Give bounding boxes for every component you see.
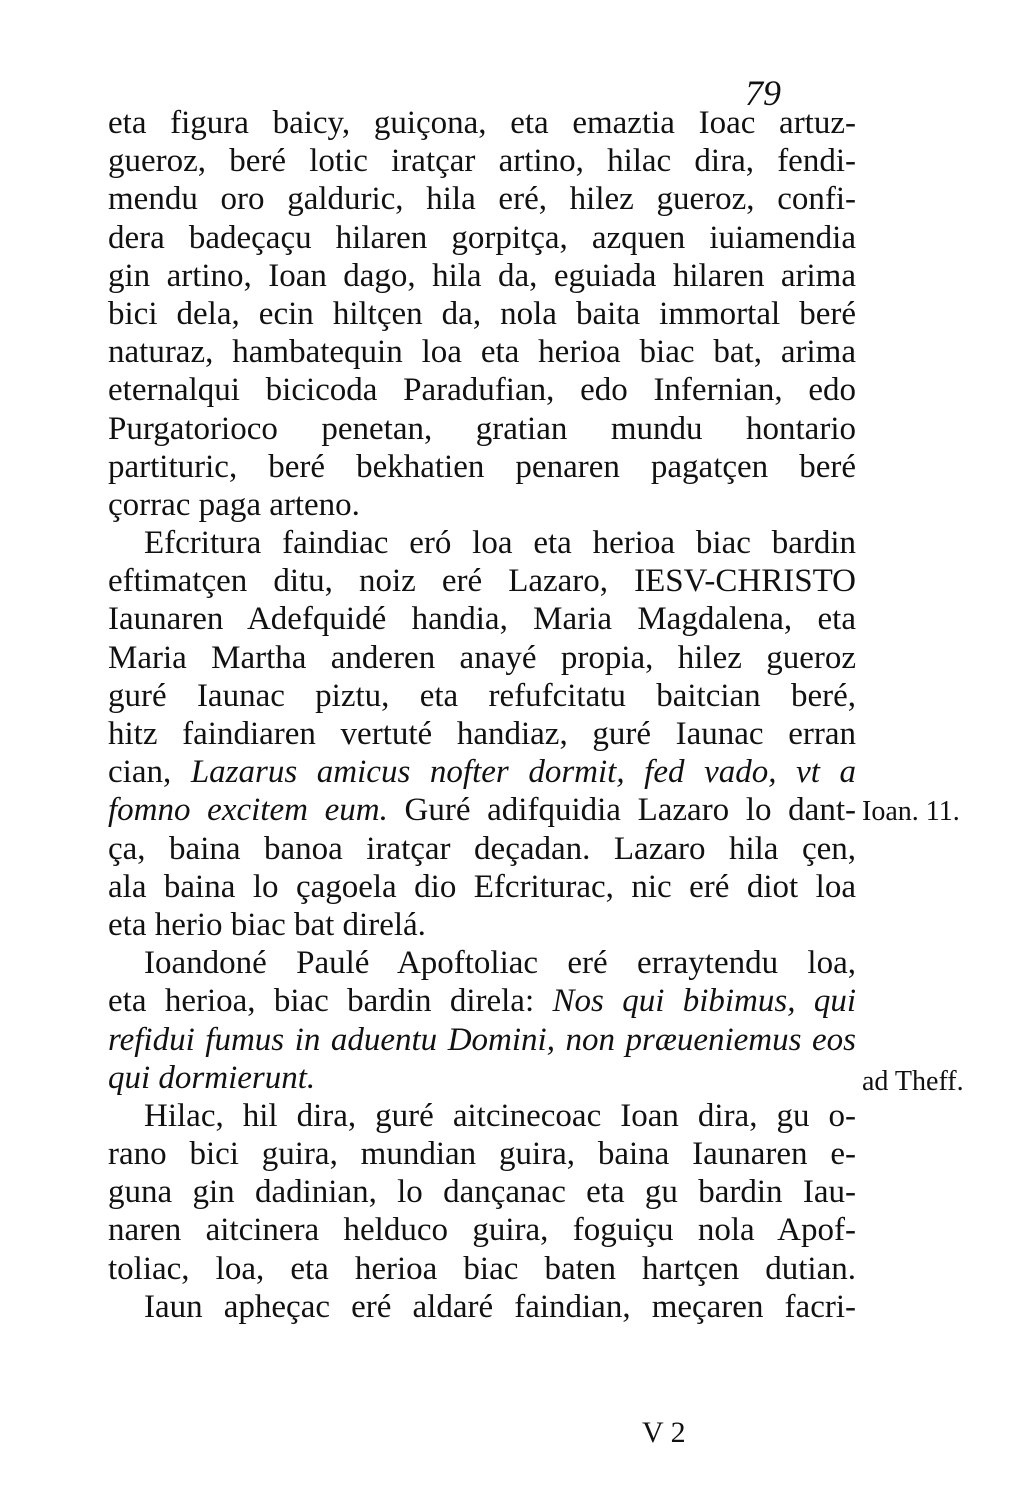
text-line: bici dela, ecin hiltçen da, nola baita immortal beré bbox=[108, 295, 856, 332]
text-line: toliac, loa, eta herioa biac baten hartçen dutian. bbox=[108, 1250, 856, 1287]
margin-note-ioan: Ioan. 11. bbox=[862, 796, 960, 827]
body-text bbox=[108, 104, 856, 1326]
text-line: refidui fumus in aduentu Domini, non præueniemus eos bbox=[108, 1021, 856, 1058]
text-line: mendu oro galduric, hila eré, hilez gueroz, confi- bbox=[108, 181, 856, 218]
text-line: ça, baina banoa iratçar deçadan. Lazaro hila çen, bbox=[108, 830, 856, 867]
text-line: eftimatçen ditu, noiz eré Lazaro, IESV-CHRISTO bbox=[108, 563, 856, 600]
text-segment: eta herioa, biac bardin direla: bbox=[108, 983, 535, 1020]
text-line: partituric, beré bekhatien penaren pagatçen beré bbox=[108, 448, 856, 485]
text-line: eta herio biac bat direlá. bbox=[108, 906, 426, 943]
text-line: hitz faindiaren vertuté handiaz, guré Iaunac erran bbox=[108, 716, 856, 752]
latin-quote: Lazarus amicus nofter dormit, fed vado, vt a bbox=[190, 754, 857, 791]
text-line: Hilac, hil dira, guré aitcinecoac Ioan dira, gu o- bbox=[144, 1097, 856, 1134]
text-line: dera badeçaçu hilaren gorpitça, azquen iuiamendia bbox=[108, 219, 856, 256]
text-segment: Guré adifquidia Lazaro lo dant- bbox=[404, 792, 856, 829]
text-line bbox=[108, 982, 856, 1020]
text-segment: cian, bbox=[108, 754, 172, 791]
text-line: Purgatorioco penetan, gratian mundu hontario bbox=[108, 410, 856, 447]
signature-mark: V 2 bbox=[642, 1416, 686, 1449]
latin-quote: fomno excitem eum. bbox=[108, 792, 388, 829]
text-line: naren aitcinera helduco guira, foguiçu nola Apof- bbox=[108, 1212, 856, 1249]
text-line: Iaun apheçac eré aldaré faindian, meçaren facri- bbox=[144, 1288, 856, 1325]
text-line: gin artino, Ioan dago, hila da, eguiada hilaren arima bbox=[108, 257, 856, 294]
text-line: guna gin dadinian, lo dançanac eta gu bardin Iau- bbox=[108, 1174, 856, 1211]
latin-quote: Nos qui bibimus, qui bbox=[552, 983, 857, 1020]
page-number: 79 bbox=[745, 73, 781, 113]
text-line: ala baina lo çagoela dio Efcriturac, nic eré diot loa bbox=[108, 868, 856, 905]
text-line: Maria Martha anderen anayé propia, hilez gueroz bbox=[108, 639, 856, 676]
text-line: çorrac paga arteno. bbox=[108, 486, 360, 523]
text-line: qui dormierunt. bbox=[108, 1059, 316, 1096]
text-line: eternalqui bicicoda Paradufian, edo Infernian, edo bbox=[108, 372, 856, 409]
text-line: guré Iaunac piztu, eta refufcitatu baitcian beré, bbox=[108, 677, 856, 714]
text-line: Iaunaren Adefquidé handia, Maria Magdalena, eta bbox=[108, 601, 856, 638]
text-line: rano bici guira, mundian guira, baina Iaunaren e- bbox=[108, 1136, 856, 1173]
text-line: Efcritura faindiac eró loa eta herioa biac bardin bbox=[144, 525, 856, 562]
text-line: eta figura baicy, guiçona, eta emaztia Ioac artuz- bbox=[108, 105, 856, 141]
text-line bbox=[108, 791, 856, 829]
text-line bbox=[108, 753, 856, 791]
margin-note-thess: ad Theff. bbox=[862, 1066, 964, 1097]
text-line: gueroz, beré lotic iratçar artino, hilac dira, fendi- bbox=[108, 143, 856, 180]
text-line: Ioandoné Paulé Apoftoliac eré erraytendu loa, bbox=[144, 945, 856, 982]
text-line: naturaz, hambatequin loa eta herioa biac bat, arima bbox=[108, 334, 856, 371]
